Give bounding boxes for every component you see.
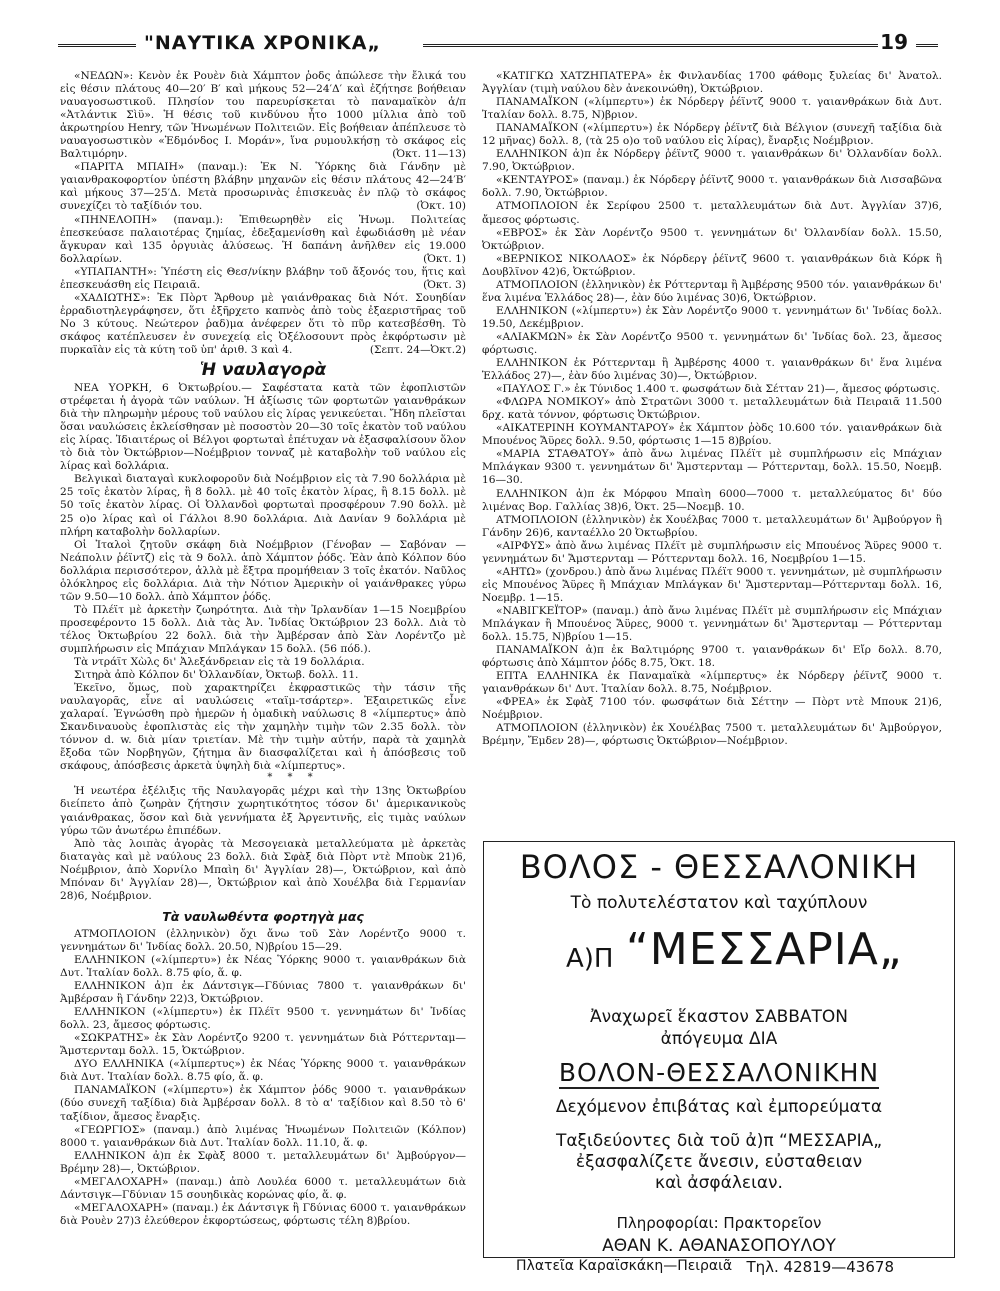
fixture-item: ΠΑΝΑΜΑΪΚΟΝ ἀ)π ἐκ Βαλτιμόρης 9700 τ. γαιανθράκων δι' Εἴρ δολλ. 8.70, φόρτωσις ἀπὸ Χάμπτον ῥόδς 8.75, Ὀκτ. 18.: [482, 644, 942, 670]
news-date: (Ὀκτ. 11—13): [392, 148, 466, 161]
fixture-item: «ΕΒΡΟΣ» ἐκ Σὰν Λορέντζο 9500 τ. γεννημάτων δι' Ὀλλανδίαν δολλ. 15.50, Ὀκτώβριον.: [482, 226, 942, 252]
fixture-item: «ΣΩΚΡΑΤΗΣ» ἐκ Σὰν Λορέντζο 9200 τ. γεννημάτων διὰ Ρόττερνταμ—Ἄμστερνταμ δολλ. 15, Ὀκτώβριον.: [60, 1032, 466, 1058]
fixture-item: ΑΤΜΟΠΛΟΙΟΝ (ἑλληνικὸν) ὄχι ἄνω τοῦ Σὰν Λορέντζο 9000 τ. γεννημάτων δι' Ἰνδίας δολλ. 20.50, Ν)βρίου 15—29.: [60, 927, 466, 953]
freight-market-article: [60, 382, 466, 773]
fixture-item: ΕΛΛΗΝΙΚΟΝ ἀ)π ἐκ Νόρδεργ ῥέϊντζ 9000 τ. γαιανθράκων δι' Ὀλλανδίαν δολλ. 7.90, Ὀκτώβριον.: [482, 148, 942, 174]
fixture-item: ΕΛΛΗΝΙΚΟΝ («λίμπερτυ») ἐκ Νέας Ὑόρκης 9000 τ. γαιανθράκων διὰ Δυτ. Ἰταλίαν δολλ. 8.75 φίο, ἅ. φ.: [60, 953, 466, 979]
fixture-item: «ΚΕΝΤΑΥΡΟΣ» (παναμ.) ἐκ Νόρδεργ ῥέϊντζ 9000 τ. γαιανθράκων διὰ Λισσαβῶνα δολλ. 7.90, Ὀκτώβριον.: [482, 174, 942, 200]
article-paragraph: Τὸ Πλέϊτ μὲ ἀρκετὴν ζωηρότητα. Διὰ τὴν Ἰρλανδίαν 1—15 Νοεμβρίου προσεφέροντο 15 δολλ. Διὰ τὰς Ἀν. Ἰνδίας Ὀκτώβριον 23 δολλ. Διὰ τὸ τέλος Ὀκτωβρίου 22 δολλ. διὰ τὴν Ἀμβέρσαν ἀπὸ Σὰν Λορέντζο μὲ συμπλήρωσιν εἰς Μπάχιαν Μπλάγκαν 15 δολλ. (56 πόδ.).: [60, 603, 466, 655]
fixture-item: ΕΛΛΗΝΙΚΟΝ ἀ)π ἐκ Σφὰξ 8000 τ. μεταλλευμάτων δι' Ἀμβούργον—Βρέμην 28)—, Ὀκτώβριον.: [60, 1149, 466, 1175]
fixture-item: ΕΛΛΗΝΙΚΟΝ («λίμπερτυ») ἐκ Σὰν Λορέντζο 9000 τ. γεννημάτων δι' Ἰνδίας δολλ. 19.50, Δεκέμβριον.: [482, 304, 942, 330]
freight-update: [60, 785, 466, 902]
fixture-item: ΠΑΝΑΜΑΪΚΟΝ («λίμπερτυ») ἐκ Νόρδεργ ῥέϊντζ διὰ Βέλγιον (συνεχῆ ταξίδια διὰ 12 μῆνας) δολλ. 8, (τὰ 25 ο)ο τοῦ ναύλου εἰς λίρας), ἔναρξις Νοέμβριον.: [482, 122, 942, 148]
article-paragraph: Οἱ Ἰταλοὶ ζητοῦν σκάφη διὰ Νοέμβριον (Γένοβαν — Σαβόναν — Νεάπολιν ῥέϊντζ) εἰς τὰ 9 δολλ. ἀπὸ Χάμπτον ῥόδς. Ἐὰν ἀπὸ Κόλπον δύο δολλάρια περισσότερον, ἀλλὰ μὲ ἔξτρα προμήθειαν 3 τοῖς ἑκατόν. Ναῦλος ὁλόκληρος εἰς δολλάρια. Διὰ τὴν Νότιον Ἀμερικὴν οἱ γαιάνθρακες γύρω τῶν 9.50—10 δολλ. ἀπὸ Χάμπτον ῥόδς.: [60, 538, 466, 603]
fixture-item: ΕΠΤΑ ΕΛΛΗΝΙΚΑ ἐκ Παναμαϊκὰ «λίμπερτυς» ἐκ Νόρδεργ ῥέϊντζ 9000 τ. γαιανθράκων δι' Δυτ. Ἰταλίαν δολλ. 8.75, Νοέμβριον.: [482, 670, 942, 696]
news-item: «ΠΑΡΙΤΑ ΜΠΑΙΗ» (παναμ.): Ἐκ Ν. Ὑόρκης διὰ Γάνδην μὲ γαιανθρακοφορτίον ὑπέστη βλάβην μηχανῶν εἰς θέσιν πλάτους 42—24′Β′ καὶ μήκους 37—25′Δ. Μετὰ προσωρινὰς ἐπισκευὰς ἐν πλῷ τὸ σκάφος συνεχίζει τὸ ταξίδιόν του. (Ὀκτ. 10): [60, 161, 466, 213]
ad-agent-name: ΑΘΑΝ Κ. ΑΘΑΝΑΣΟΠΟΥΛΟΥ: [602, 1236, 836, 1256]
fixture-item: ΑΤΜΟΠΛΟΙΟΝ ἐκ Σερίφου 2500 τ. μεταλλευμάτων διὰ Δυτ. Ἀγγλίαν 37)6, ἄμεσος φόρτωσις.: [482, 200, 942, 226]
fixture-item: «ΑΙΡΦΥΣ» ἀπὸ ἄνω λιμένας Πλέϊτ μὲ συμπλήρωσιν εἰς Μπουένος Ἄϋρες 9000 τ. γεννημάτων δι' Ἄμστερνταμ — Ρόττερνταμ δολλ. 16, Νοεμβρίου 1—15.: [482, 539, 942, 565]
news-item: «ΠΗΝΕΛΟΠΗ» (παναμ.): Ἐπιθεωρηθὲν εἰς Ἡνωμ. Πολιτείας ἐπεσκεύασε παλαιοτέρας ζημίας, ἐδεξαμενίσθη καὶ ἐφωδιάσθη μὲ νέαν ἄγκυραν καὶ 135 ὀργυιὰς ἀλύσεως. Ἡ δαπάνη ἀνῆλθεν εἰς 19.000 δολλαρίων. (Ὀκτ. 1): [60, 213, 466, 265]
news-date: (Ὀκτ. 1): [423, 252, 466, 265]
article-paragraph: Σιτηρὰ ἀπὸ Κόλπον δι' Ὀλλανδίαν, Ὀκτωβ. δολλ. 11.: [74, 669, 359, 682]
ad-departure-line: Ἀναχωρεῖ ἕκαστον ΣΑΒΒΑΤΟΝ: [589, 1007, 849, 1027]
fixture-item: ΔΥΟ ΕΛΛΗΝΙΚΑ («λίμπερτυς») ἐκ Νέας Ὑόρκης 9000 τ. γαιανθράκων διὰ Δυτ. Ἰταλίαν δολλ. 8.75 φίο, ἅ. φ.: [60, 1058, 466, 1084]
page-header: [58, 30, 938, 58]
news-item: «ΥΠΑΠΑΝΤΗ»: Ὑπέστη εἰς Θεσ/νίκην βλάβην τοῦ ἄξονός του, ἥτις καὶ ἐπεσκευάσθη εἰς Πειραιᾶ. (Ὀκτ. 3): [60, 265, 466, 291]
header-rule: [916, 44, 938, 47]
fixture-item: ΕΛΛΗΝΙΚΟΝ ἀ)π ἐκ Δάντσιγκ—Γδύνιας 7800 τ. γαιανθράκων δι' Ἀμβέρσαν ἢ Γάνδην 22)3, Ὀκτώβριον.: [60, 980, 466, 1006]
fixture-item: «ΑΙΚΑΤΕΡΙΝΗ ΚΟΥΜΑΝΤΑΡΟΥ» ἐκ Χάμπτον ῥὸδς 10.600 τόν. γαιανθράκων διὰ Μπουένος Ἄϋρες δολλ. 9.50, φόρτωσις 1—15 8)βρίου.: [482, 422, 942, 448]
ad-ship-prefix: Α)Π: [566, 944, 614, 974]
casualty-reports: [60, 70, 466, 357]
ad-departure-line: ἀπόγευμα ΔΙΑ: [660, 1029, 778, 1049]
ad-route-title-2: ΒΟΛΟΝ-ΘΕΣΣΑΛΟΝΙΚΗΝ: [558, 1058, 880, 1087]
fixture-item: «ΠΑΥΛΟΣ Γ.» ἐκ Τύνιδος 1.400 τ. φωσφάτων διὰ Σέτταν 21)—, ἄμεσος φόρτωσις.: [496, 383, 940, 396]
fixture-item: ΠΑΝΑΜΑΪΚΟΝ («λίμπερτυ») ἐκ Νόρδεργ ῥέϊντζ 9000 τ. γαιανθράκων διὰ Δυτ. Ἰταλίαν δολλ. 8.75, Ν)βριον.: [482, 96, 942, 122]
article-paragraph: Τὰ ντράϊτ Χὼλς δι' Ἀλεξάνδρειαν εἰς τὰ 19 δολλάρια.: [74, 656, 365, 669]
fixture-item: «ΦΡΕΑ» ἐκ Σφὰξ 7100 τόν. φωσφάτων διὰ Σέττην — Πὸρτ ντὲ Μπουκ 21)6, Νοέμβριον.: [482, 696, 942, 722]
news-date: (Ὀκτ. 10): [416, 200, 466, 213]
article-paragraph: Ἀπὸ τὰς λοιπὰς ἀγορὰς τὰ Μεσογειακὰ μεταλλεύματα μὲ ἀρκετὰς διαταγὰς καὶ μὲ ναύλους 23 δολλ. διὰ Σφὰξ διὰ Πὸρτ ντὲ Μποὺκ 21)6, Νοέμβριον, ἀπὸ Χορνίλο Μπαὶη δι' Ἀγγλίαν 28)—, Ὀκτώβριον, καὶ ἀπὸ Μπόναν δι' Ἀγγλίαν 28)—, Ὀκτώβριον καὶ ἀπὸ Χουέλβα διὰ Γερμανίαν 28)6, Νοέμβριον.: [60, 837, 466, 902]
ferry-advertisement: [483, 841, 955, 1276]
header-rule: [58, 44, 136, 47]
right-column: [482, 70, 942, 748]
article-paragraph: Ἡ νεωτέρα ἐξέλιξις τῆς Ναυλαγορᾶς μέχρι καὶ τὴν 13ης Ὀκτωβρίου διείπετο ἀπὸ ζωηρὰν ζήτησιν χωρητικότητος τόσον δι' ἀμερικανικοὺς γαιάνθρακας, ὅσον καὶ διὰ γεννήματα ἐξ Ἀργεντινῆς, εἰς τιμὰς ναύλων γύρω τῶν ἀνωτέρω ἐπιπέδων.: [60, 785, 466, 837]
fixture-item: «ΒΕΡΝΙΚΟΣ ΝΙΚΟΛΑΟΣ» ἐκ Νόρδεργ ῥέϊντζ 9600 τ. γαιανθράκων διὰ Κόρκ ἢ Δουβλῖνον 42)6, Ὀκτώβριον.: [482, 252, 942, 278]
ad-info-label: Πληροφορίαι: Πρακτορεῖον: [616, 1214, 822, 1232]
section-heading-fixtures: Τὰ ναυλωθέντα φορτηγὰ μας: [162, 908, 364, 924]
article-paragraph: Βελγικαὶ διαταγαὶ κυκλοφοροῦν διὰ Νοέμβριον εἰς τὰ 7.90 δολλάρια μὲ 25 τοῖς ἑκατὸν λίρας, ἢ 8 δολλ. μὲ 40 τοῖς ἑκατὸν λίρας, ἢ 8.15 δολλ. μὲ 50 τοῖς ἑκατὸν λίρας. Οἱ Ὀλλανδοὶ φορτωταὶ προσφέρουν 7.90 δολλ. μὲ 25 ο)ο λίρας καὶ οἱ Γάλλοι 8.90 δολλάρια. Διὰ Δανίαν 9 δολλάρια μὲ πλήρη καταβολὴν δολλαρίων.: [60, 473, 466, 538]
fixture-item: «ΜΕΓΑΛΟΧΑΡΗ» (παναμ.) ἐκ Δάντσιγκ ἢ Γδύνιας 6000 τ. γαιανθράκων διὰ Ρουὲν 27)3 ἐλεύθερον ἐκφορτώσεως, φόρτωσις τέλη 8)βρίου.: [60, 1201, 466, 1227]
ad-ship-name: “ΜΕΣΣΑΡΙΑ„: [626, 924, 903, 975]
fixture-item: ΕΛΛΗΝΙΚΟΝ («λίμπερτυ») ἐκ Πλέϊτ 9500 τ. γεννημάτων δι' Ἰνδίας δολλ. 23, ἄμεσος φόρτωσις.: [60, 1006, 466, 1032]
fixture-item: «ΜΑΡΙΑ ΣΤΑΘΑΤΟΥ» ἀπὸ ἄνω λιμένας Πλέϊτ μὲ συμπλήρωσιν εἰς Μπάχιαν Μπλάγκαν 9300 τ. γεννημάτων δι' Ἄμστερνταμ — Ρόττερνταμ, δολλ. 15.50, Νοεμβ. 16—30.: [482, 448, 942, 487]
ad-tagline: Τὸ πολυτελέστατον καὶ ταχύπλουν: [570, 893, 868, 913]
article-paragraph: ΝΕΑ ΥΟΡΚΗ, 6 Ὀκτωβρίου.— Σαφέστατα κατὰ τῶν ἐφοπλιστῶν στρέφεται ἡ ἀγορὰ τῶν ναύλων. Ἡ ἀξίωσις τῶν φορτωτῶν γαιανθράκων διὰ τὴν πληρωμὴν μέρους τοῦ ναύλου εἰς λίρας γενικεύεται. Ἤδη πλεῖσται ὅσαι ναυλώσεις ἐκλείσθησαν μὲ ποσοστὸν 20—30 τοῖς ἑκατὸν τοῦ ναύλου εἰς λίρας. Ἰδιαιτέρως οἱ Βέλγοι φορτωταὶ ἐπέτυχαν νὰ ἐξασφαλίσουν ὅλον τὸ διὰ τὸν Ὀκτώβριον—Νοέμβριον τονναζ μὲ καταβολὴν τοῦ ναύλου εἰς λίρας καὶ δολλάρια.: [60, 382, 466, 473]
article-paragraph: Ἐκεῖνο, ὅμως, ποὺ χαρακτηρίζει ἐκφραστικῶς τὴν τάσιν τῆς ναυλαγορᾶς, εἶνε αἱ ναυλώσεις «ταϊμ-τσάρτερ». Ἐξαιρετικῶς εἶνε χαλαραί. Ἐγνώσθη πρὸ ἡμερῶν ἡ ὁμαδικὴ ναύλωσις 8 «λίμπερτυς» ἀπὸ Σκανδιναυοὺς ἐφοπλιστὰς εἰς τὴν χαμηλὴν τιμὴν τῶν 2.35 δολλ. τὸν τόννον d. w. διὰ μίαν τριετίαν. Μὲ τὴν τιμὴν αὐτήν, παρὰ τὰ χαμηλὰ ἔξοδα τῶν Νορβηγῶν, ζήτημα ἂν διασφαλίζεται καὶ ἡ ἀπόσβεσις τοῦ σκάφους, ἀπόσβεσις ἀρκετὰ ὑψηλὴ διὰ «λίμπερτυς».: [60, 682, 466, 773]
fixture-item: ΕΛΛΗΝΙΚΟΝ ἀ)π ἐκ Μόρφου Μπαὶη 6000—7000 τ. μεταλλεύματος δι' δύο λιμένας Βορ. Γαλλίας 38)6, Ὀκτ. 25—Νοεμβ. 10.: [482, 487, 942, 513]
left-column: [60, 70, 466, 1228]
ad-phone: Τηλ. 42819—43678: [746, 1258, 894, 1276]
fixture-item: «ΑΗΤΩ» (χονδρου.) ἀπὸ ἄνω λιμένας Πλέϊτ 9000 τ. γεννημάτων, μὲ συμπλήρωσιν εἰς Μπουένος Ἄϋρες ἢ Μπάχιαν Μπλάγκαν δι' Ἄμστερνταμ—Ρόττερνταμ δολλ. 16, Νοεμβρ. 1—15.: [482, 565, 942, 604]
fixture-item: ΕΛΛΗΝΙΚΟΝ ἐκ Ρόττερνταμ ἢ Ἀμβέρσης 4000 τ. γαιανθράκων δι' ἕνα λιμένα Ἑλλάδος 27)—, ἐὰν δύο λιμένας 30)—, Ὀκτώβριον.: [482, 357, 942, 383]
fixture-item: «ΚΑΤΙΓΚΩ ΧΑΤΖΗΠΑΤΕΡΑ» ἐκ Φινλανδίας 1700 φάθομς ξυλείας δι' Ἀνατολ. Ἀγγλίαν (τιμὴ ναύλου δὲν ἀνεκοινώθη), Ὀκτώβριον.: [482, 70, 942, 96]
fixture-item: ΑΤΜΟΠΛΟΙΟΝ (ἑλληνικὸν) ἐκ Ρόττερνταμ ἢ Ἀμβέρσης 9500 τόν. γαιανθράκων δι' ἕνα λιμένα Ἑλλάδος 28)—, ἐὰν δύο λιμένας 30)6, Ὀκτώβριον.: [482, 278, 942, 304]
fixture-item: «ΦΛΩΡΑ ΝΟΜΙΚΟΥ» ἀπὸ Στρατῶνι 3000 τ. μεταλλευμάτων διὰ Πειραιᾶ 11.500 δρχ. κατὰ τόννον, φόρτωσις Ὀκτώβριον.: [482, 396, 942, 422]
fixture-item: «ΑΛΙΑΚΜΩΝ» ἐκ Σὰν Λορέντζο 9500 τ. γεννημάτων δι' Ἰνδίας δολ. 23, ἄμεσος φόρτωσις.: [482, 330, 942, 356]
news-date: (Σεπτ. 24—Ὀκτ.2): [369, 343, 466, 356]
fixture-item: ΑΤΜΟΠΛΟΙΟΝ (ἑλληνικὸν) ἐκ Χουέλβας 7500 τ. μεταλλευμάτων δι' Ἀμβούργον, Βρέμην, Ἔμδεν 28)—, φόρτωσις Ὀκτώβριον—Νοέμβριον.: [482, 722, 942, 748]
ad-cargo-line: Δεχόμενον ἐπιβάτας καὶ ἐμπορεύματα: [555, 1097, 883, 1117]
magazine-title: "ΝΑΥΤΙΚΑ ΧΡΟΝΙΚΑ„: [144, 32, 381, 54]
fixtures-list: [60, 928, 466, 1228]
section-separator: * * *: [267, 772, 319, 784]
fixture-item: ΑΤΜΟΠΛΟΙΟΝ (ἑλληνικὸν) ἐκ Χουέλβας 7000 τ. μεταλλευμάτων δι' Ἀμβούργον ἢ Γάνδην 26)6, κανταέλλο 20 Ὀκτωβρίου.: [482, 513, 942, 539]
news-item: «ΝΕΔΩΝ»: Κενὸν ἐκ Ρουὲν διὰ Χάμπτον ῥοδς ἀπώλεσε τὴν ἔλικά του εἰς θέσιν πλάτους 40—20′ Β′ καὶ μήκους 52—24′Δ′ καὶ ἐζήτησε βοήθειαν ναυαγοσωστικοῦ. Πλησίον του παρευρίσκεται τὸ παναμαϊκὸν ἀ/π «Ἀτλάντικ Σὶϋ». Ἡ θέσις τοῦ κινδύνου ἦτο 1000 μίλλια ἀπὸ τοῦ ἀκρωτηρίου Henry, τῶν Ἡνωμένων Πολιτειῶν. Εἰς βοήθειαν ἀπέπλευσε τὸ ναυαγοσωστικὸν «Ἐδμόνδος Ι. Μοράν», ἵνα ρυμουλκήσῃ τὸ σκάφος εἰς Βαλτιμόρην. (Ὀκτ. 11—13): [60, 70, 466, 161]
ad-comfort-text: Ταξιδεύοντες διὰ τοῦ ἀ)π “ΜΕΣΣΑΡΙΑ„ ἐξασφαλίζετε ἄνεσιν, εὐσταθειαν καὶ ἀσφάλειαν.: [555, 1131, 883, 1193]
fixture-item: «ΝΑΒΙΓΚΕΪΤΟΡ» (παναμ.) ἀπὸ ἄνω λιμένας Πλέϊτ μὲ συμπλήρωσιν εἰς Μπάχιαν Μπλάγκαν ἢ Μπουένος Ἄϋρες, 9000 τ. γεννημάτων δι' Ἄμστερνταμ — Ρόττερνταμ δολλ. 15.75, Ν)βρίου 1—15.: [482, 604, 942, 644]
fixture-item: ΠΑΝΑΜΑΪΚΟΝ («λίμπερτυ») ἐκ Χάμπτον ῥόδς 9000 τ. γαιανθράκων (δύο συνεχῆ ταξίδια) διὰ Ἀμβέρσαν δολλ. 8 τὸ α' ταξίδιον καὶ 8.50 τὸ 6' ταξίδιον, ἄμεσος ἔναρξις.: [60, 1084, 466, 1123]
ad-address: Πλατεῖα Καραϊσκάκη—Πειραιᾶ: [516, 1258, 733, 1274]
news-item: «ΧΑΔΙΩΤΗΣ»: Ἐκ Πὸρτ Ἄρθουρ μὲ γαιάνθρακας διὰ Νότ. Σουηδίαν ἐρραδιοτηλεγράφησεν, ὅτι ἐξῆρχετο καπνὸς ἀπὸ τοὺς ἐξαεριστῆρας τοῦ Νο 3 κύτους. Νεώτερον ῥαδ)μα ἀνέφερεν ὅτι τὸ πῦρ κατεσβέσθη. Τὸ σκάφος κατέπλευσεν ἐν συνεχείᾳ εἰς Ὀξέλοσουντ πρὸς ἐκφόρτωσιν μὲ πυρκαϊὰν εἰς τὰ κύτη τοῦ ὑπ' ἀριθ. 3 καὶ 4. (Σεπτ. 24—Ὀκτ.2): [60, 291, 466, 356]
ad-contact: [484, 1258, 954, 1274]
fixture-item: «ΓΕΩΡΓΙΟΣ» (παναμ.) ἀπὸ λιμένας Ἡνωμένων Πολιτειῶν (Κόλπον) 8000 τ. γαιανθράκων διὰ Δυτ. Ἰταλίαν δολλ. 11.10, ἅ. φ.: [60, 1123, 466, 1149]
section-heading-freight-market: Ἡ ναυλαγορὰ: [199, 360, 327, 381]
fixture-item: «ΜΕΓΑΛΟΧΑΡΗ» (παναμ.) ἀπὸ Λουλέα 6000 τ. μεταλλευμάτων διὰ Δάντσιγκ—Γδύνιαν 15 σουηδικὰς κορώνας φίο, ἅ. φ.: [60, 1175, 466, 1201]
ad-route-title: ΒΟΛΟΣ - ΘΕΣΣΑΛΟΝΙΚΗ: [519, 848, 919, 886]
header-rule: [423, 44, 878, 47]
ad-ship-name-block: [484, 924, 954, 984]
news-date: (Ὀκτ. 3): [423, 278, 466, 291]
page-number: 19: [880, 30, 908, 54]
